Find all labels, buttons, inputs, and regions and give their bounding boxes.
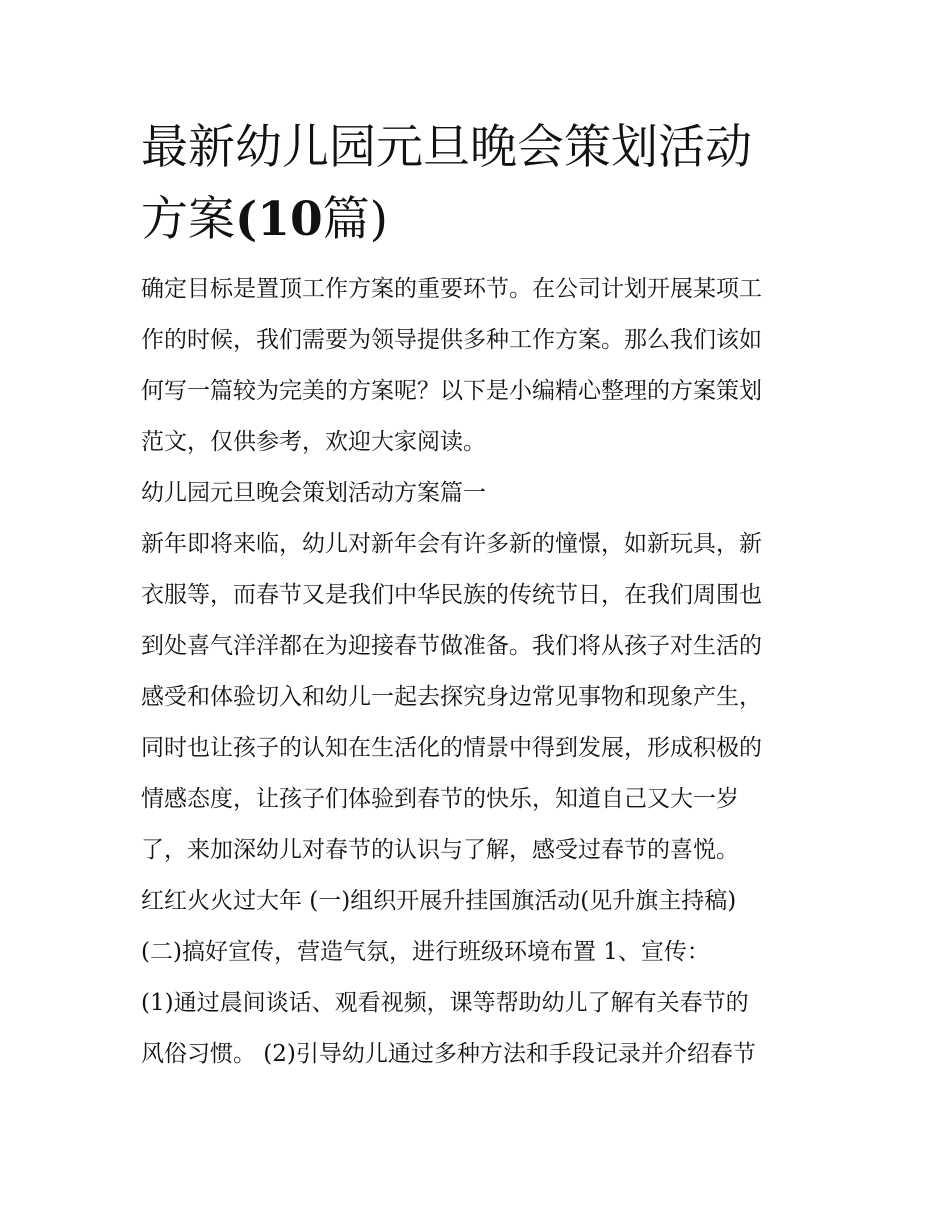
- intro-line: 范文，仅供参考，欢迎大家阅读。: [141, 429, 486, 455]
- body-line: (二)搞好宣传，营造气氛，进行班级环境布置 1、宣传：: [141, 939, 710, 965]
- body-line: 同时也让孩子的认知在生活化的情景中得到发展，形成积极的: [141, 735, 762, 761]
- document-content: [141, 112, 813, 1080]
- body-line: 新年即将来临，幼儿对新年会有许多新的憧憬，如新玩具，新: [141, 531, 762, 557]
- intro-paragraph: [141, 264, 813, 468]
- body-line: 感受和体验切入和幼儿一起去探究身边常见事物和现象产生，: [141, 684, 762, 710]
- body-line: 情感态度，让孩子们体验到春节的快乐，知道自己又大一岁: [141, 786, 739, 812]
- title-line-1: 最新幼儿园元旦晚会策划活动: [141, 120, 752, 175]
- section-heading: 幼儿园元旦晚会策划活动方案篇一: [141, 480, 486, 506]
- intro-line: 作的时候，我们需要为领导提供多种工作方案。那么我们该如: [141, 327, 762, 353]
- body-line: 了，来加深幼儿对春节的认识与了解，感受过春节的喜悦。: [141, 837, 739, 863]
- intro-line: 何写一篇较为完美的方案呢？以下是小编精心整理的方案策划: [141, 378, 762, 404]
- title-line-2-suffix: 篇): [322, 192, 388, 247]
- title-line-2-number: (10: [235, 192, 323, 247]
- title-line-2: [141, 184, 813, 256]
- body-line: 风俗习惯。 (2)引导幼儿通过多种方法和手段记录并介绍春节: [141, 1041, 756, 1067]
- body-line: 衣服等，而春节又是我们中华民族的传统节日，在我们周围也: [141, 582, 762, 608]
- body-line: 红红火火过大年 (一)组织开展升挂国旗活动(见升旗主持稿): [141, 888, 737, 914]
- title-line-2-prefix: 方案: [141, 192, 235, 247]
- intro-line: 确定目标是置顶工作方案的重要环节。在公司计划开展某项工: [141, 276, 762, 302]
- body-line: (1)通过晨间谈话、观看视频，课等帮助幼儿了解有关春节的: [141, 990, 749, 1016]
- document-title: [141, 112, 813, 256]
- section-body: [141, 519, 813, 1080]
- body-line: 到处喜气洋洋都在为迎接春节做准备。我们将从孩子对生活的: [141, 633, 762, 659]
